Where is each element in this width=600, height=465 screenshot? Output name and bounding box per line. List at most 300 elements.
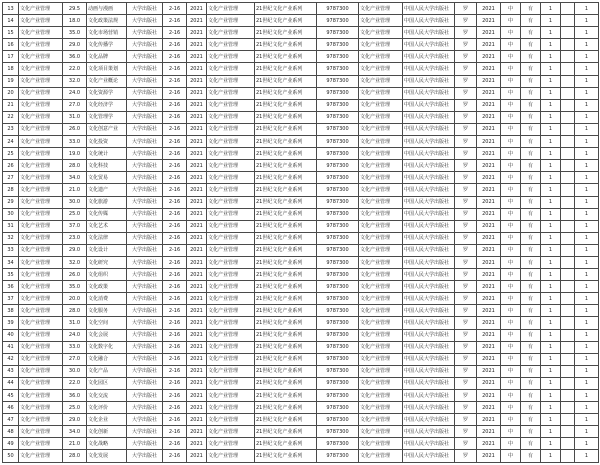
table-cell: 21世纪文化产业系列 — [255, 208, 317, 220]
table-cell: 文化产业管理 — [207, 256, 255, 268]
table-cell — [561, 75, 575, 87]
table-cell: 9787300 — [317, 51, 359, 63]
table-cell: 2021 — [477, 329, 501, 341]
table-cell: 2021 — [187, 329, 207, 341]
table-cell: 文化融合 — [87, 353, 127, 365]
table-cell: 2-16 — [163, 353, 187, 365]
table-cell: 42 — [3, 353, 19, 365]
table-cell: 文化产业管理 — [359, 111, 403, 123]
table-cell: 文化产业管理 — [19, 3, 63, 15]
table-cell: 中国人民大学出版社 — [403, 232, 455, 244]
table-cell: 2021 — [187, 184, 207, 196]
table-cell: 9787300 — [317, 3, 359, 15]
table-cell: 21世纪文化产业系列 — [255, 3, 317, 15]
table-cell: 1 — [541, 3, 561, 15]
table-cell: 21世纪文化产业系列 — [255, 123, 317, 135]
table-row — [3, 196, 599, 208]
table-cell: 大学出版社 — [127, 148, 163, 160]
table-cell: 中 — [501, 256, 521, 268]
table-cell: 45 — [3, 390, 19, 402]
table-cell: 2-16 — [163, 172, 187, 184]
table-cell: 大学出版社 — [127, 99, 163, 111]
table-cell: 1 — [575, 27, 599, 39]
table-cell: 文化贸易 — [87, 172, 127, 184]
table-cell: 中 — [501, 15, 521, 27]
table-cell: 31.0 — [63, 317, 87, 329]
table-cell: 文化产业管理 — [19, 160, 63, 172]
table-cell: 1 — [575, 172, 599, 184]
table-cell: 29.0 — [63, 414, 87, 426]
table-cell: 32.0 — [63, 75, 87, 87]
table-cell: 文化产业管理 — [207, 184, 255, 196]
table-cell: 2-16 — [163, 365, 187, 377]
table-cell: 有 — [521, 414, 541, 426]
table-cell: 大学出版社 — [127, 426, 163, 438]
table-cell: 9787300 — [317, 438, 359, 450]
table-cell: 1 — [575, 329, 599, 341]
table-cell: 1 — [575, 232, 599, 244]
table-cell — [561, 269, 575, 281]
table-cell: 罗 — [455, 39, 477, 51]
table-cell: 1 — [541, 269, 561, 281]
table-cell: 罗 — [455, 99, 477, 111]
table-cell: 罗 — [455, 63, 477, 75]
table-cell: 21世纪文化产业系列 — [255, 75, 317, 87]
table-cell: 中国人民大学出版社 — [403, 414, 455, 426]
table-cell: 2021 — [477, 426, 501, 438]
table-cell: 2021 — [477, 377, 501, 389]
table-cell: 有 — [521, 281, 541, 293]
table-cell: 2-16 — [163, 75, 187, 87]
table-cell: 25.0 — [63, 402, 87, 414]
table-cell: 罗 — [455, 87, 477, 99]
table-cell: 文化产业管理 — [19, 87, 63, 99]
table-row — [3, 293, 599, 305]
table-cell: 大学出版社 — [127, 208, 163, 220]
table-cell: 文化产业管理 — [359, 244, 403, 256]
table-cell: 1 — [575, 450, 599, 463]
table-cell: 有 — [521, 293, 541, 305]
table-row — [3, 27, 599, 39]
table-cell: 文化产业管理 — [359, 51, 403, 63]
table-cell: 文化产业管理 — [359, 3, 403, 15]
table-cell: 中国人民大学出版社 — [403, 377, 455, 389]
table-cell: 2-16 — [163, 305, 187, 317]
table-cell: 文化产业管理 — [359, 160, 403, 172]
table-row — [3, 341, 599, 353]
table-cell: 9787300 — [317, 99, 359, 111]
table-cell — [561, 256, 575, 268]
table-cell: 1 — [541, 329, 561, 341]
table-cell: 文化遗产 — [87, 184, 127, 196]
table-cell: 2021 — [477, 111, 501, 123]
table-cell: 罗 — [455, 426, 477, 438]
table-cell: 中国人民大学出版社 — [403, 208, 455, 220]
table-cell: 有 — [521, 402, 541, 414]
table-cell: 29.0 — [63, 39, 87, 51]
table-cell: 2-16 — [163, 377, 187, 389]
table-cell: 9787300 — [317, 426, 359, 438]
table-cell: 1 — [541, 196, 561, 208]
table-cell: 文化产业管理 — [19, 208, 63, 220]
table-cell: 有 — [521, 353, 541, 365]
table-cell: 中 — [501, 414, 521, 426]
table-cell: 15 — [3, 27, 19, 39]
table-cell: 文化管理学 — [87, 111, 127, 123]
table-cell: 罗 — [455, 438, 477, 450]
table-cell: 中 — [501, 160, 521, 172]
table-cell: 21世纪文化产业系列 — [255, 184, 317, 196]
table-cell: 1 — [575, 3, 599, 15]
table-cell: 30 — [3, 208, 19, 220]
table-row — [3, 208, 599, 220]
table-cell: 中 — [501, 281, 521, 293]
table-cell: 1 — [575, 426, 599, 438]
table-cell: 有 — [521, 232, 541, 244]
table-cell: 21.0 — [63, 184, 87, 196]
table-cell: 文化产业管理 — [359, 402, 403, 414]
table-cell: 文化产业管理 — [207, 196, 255, 208]
table-cell: 1 — [541, 317, 561, 329]
table-cell: 2021 — [187, 27, 207, 39]
table-row — [3, 136, 599, 148]
table-cell: 30.0 — [63, 196, 87, 208]
table-cell: 文化资源学 — [87, 87, 127, 99]
table-cell — [561, 281, 575, 293]
table-cell: 罗 — [455, 51, 477, 63]
table-cell: 中 — [501, 377, 521, 389]
table-cell: 文化产业管理 — [359, 426, 403, 438]
table-cell: 1 — [575, 244, 599, 256]
table-cell: 文化产业管理 — [359, 269, 403, 281]
table-cell: 2021 — [187, 3, 207, 15]
table-cell: 有 — [521, 123, 541, 135]
table-cell: 文化产业管理 — [19, 184, 63, 196]
table-cell: 2021 — [477, 172, 501, 184]
table-cell: 中国人民大学出版社 — [403, 184, 455, 196]
table-cell: 1 — [575, 184, 599, 196]
table-cell: 文化产业管理 — [207, 341, 255, 353]
table-cell: 罗 — [455, 281, 477, 293]
table-cell: 2021 — [187, 196, 207, 208]
table-cell: 文化产业管理 — [207, 63, 255, 75]
table-cell: 文化会展 — [87, 329, 127, 341]
table-cell: 中国人民大学出版社 — [403, 27, 455, 39]
table-cell: 有 — [521, 256, 541, 268]
table-cell: 文化产业管理 — [359, 220, 403, 232]
table-cell: 大学出版社 — [127, 39, 163, 51]
table-row — [3, 160, 599, 172]
table-cell: 2021 — [477, 256, 501, 268]
table-row — [3, 15, 599, 27]
table-cell: 文化企业 — [87, 414, 127, 426]
table-cell: 1 — [541, 39, 561, 51]
table-cell: 2021 — [187, 341, 207, 353]
table-cell: 9787300 — [317, 15, 359, 27]
table-cell: 罗 — [455, 390, 477, 402]
table-cell: 有 — [521, 329, 541, 341]
table-cell: 1 — [541, 148, 561, 160]
table-cell: 中 — [501, 244, 521, 256]
table-cell: 44 — [3, 377, 19, 389]
table-cell: 大学出版社 — [127, 184, 163, 196]
table-cell: 文化政策 — [87, 281, 127, 293]
table-cell: 文化产业管理 — [19, 317, 63, 329]
table-row — [3, 377, 599, 389]
table-row — [3, 305, 599, 317]
table-cell: 1 — [541, 172, 561, 184]
table-cell: 1 — [541, 220, 561, 232]
table-cell: 37 — [3, 293, 19, 305]
table-cell: 2-16 — [163, 196, 187, 208]
table-cell: 21世纪文化产业系列 — [255, 293, 317, 305]
table-cell: 罗 — [455, 269, 477, 281]
table-cell: 文化产业管理 — [207, 329, 255, 341]
table-cell: 30.0 — [63, 365, 87, 377]
table-cell: 中国人民大学出版社 — [403, 353, 455, 365]
table-cell: 文化产业管理 — [207, 281, 255, 293]
table-cell: 1 — [541, 390, 561, 402]
table-cell: 中国人民大学出版社 — [403, 426, 455, 438]
table-cell: 文化产业管理 — [19, 63, 63, 75]
table-cell: 文化产业管理 — [359, 208, 403, 220]
table-cell: 罗 — [455, 293, 477, 305]
table-cell: 罗 — [455, 27, 477, 39]
table-cell: 2021 — [477, 353, 501, 365]
table-cell: 文化产业管理 — [359, 63, 403, 75]
table-cell — [561, 329, 575, 341]
table-cell: 27.0 — [63, 353, 87, 365]
table-cell: 1 — [575, 136, 599, 148]
table-cell: 中国人民大学出版社 — [403, 438, 455, 450]
table-cell: 罗 — [455, 256, 477, 268]
table-cell: 2021 — [477, 402, 501, 414]
table-cell: 2-16 — [163, 341, 187, 353]
table-cell: 34.0 — [63, 426, 87, 438]
table-cell: 大学出版社 — [127, 353, 163, 365]
table-cell: 文化产业管理 — [207, 438, 255, 450]
table-cell: 9787300 — [317, 208, 359, 220]
table-cell: 文化产业管理 — [359, 172, 403, 184]
table-cell: 文化产业管理 — [19, 390, 63, 402]
table-cell: 有 — [521, 426, 541, 438]
table-cell: 9787300 — [317, 256, 359, 268]
table-cell: 1 — [575, 341, 599, 353]
table-cell: 2021 — [187, 136, 207, 148]
table-cell: 40 — [3, 329, 19, 341]
table-cell — [561, 305, 575, 317]
table-row — [3, 123, 599, 135]
table-cell: 大学出版社 — [127, 365, 163, 377]
table-cell: 2021 — [187, 39, 207, 51]
table-cell: 大学出版社 — [127, 438, 163, 450]
table-row — [3, 390, 599, 402]
table-cell: 文化产业管理 — [207, 317, 255, 329]
table-cell — [561, 136, 575, 148]
table-cell: 文化产业管理 — [19, 27, 63, 39]
table-cell — [561, 232, 575, 244]
table-cell: 1 — [575, 365, 599, 377]
table-cell: 文化产业管理 — [19, 256, 63, 268]
table-cell: 文化产业管理 — [207, 377, 255, 389]
table-cell: 文化产业管理 — [207, 27, 255, 39]
table-cell: 9787300 — [317, 402, 359, 414]
table-cell: 33 — [3, 244, 19, 256]
table-cell: 1 — [541, 232, 561, 244]
table-cell — [561, 365, 575, 377]
table-cell: 文化产业管理 — [19, 353, 63, 365]
table-cell: 2021 — [477, 87, 501, 99]
table-cell: 2021 — [477, 39, 501, 51]
table-cell: 2021 — [187, 426, 207, 438]
table-cell: 16 — [3, 39, 19, 51]
table-cell: 罗 — [455, 111, 477, 123]
table-cell: 大学出版社 — [127, 450, 163, 463]
table-cell: 中 — [501, 220, 521, 232]
table-cell: 中国人民大学出版社 — [403, 123, 455, 135]
table-cell — [561, 402, 575, 414]
table-cell: 21世纪文化产业系列 — [255, 136, 317, 148]
table-cell: 罗 — [455, 353, 477, 365]
table-cell: 32 — [3, 232, 19, 244]
table-cell: 中国人民大学出版社 — [403, 87, 455, 99]
table-cell: 2021 — [477, 269, 501, 281]
table-cell: 21世纪文化产业系列 — [255, 51, 317, 63]
table-cell: 1 — [575, 75, 599, 87]
table-cell: 21世纪文化产业系列 — [255, 353, 317, 365]
table-cell: 大学出版社 — [127, 172, 163, 184]
table-cell: 文化艺术 — [87, 220, 127, 232]
table-cell: 中 — [501, 208, 521, 220]
table-cell: 1 — [575, 160, 599, 172]
table-cell: 2-16 — [163, 281, 187, 293]
table-cell: 35.0 — [63, 27, 87, 39]
table-cell: 1 — [575, 377, 599, 389]
table-cell: 39 — [3, 317, 19, 329]
table-cell: 9787300 — [317, 27, 359, 39]
table-cell: 1 — [575, 63, 599, 75]
table-cell: 文化产业管理 — [207, 365, 255, 377]
table-cell — [561, 51, 575, 63]
table-cell: 2-16 — [163, 51, 187, 63]
table-cell: 文化产业管理 — [207, 390, 255, 402]
table-cell: 2-16 — [163, 450, 187, 463]
table-cell: 文化产业管理 — [19, 244, 63, 256]
table-row — [3, 51, 599, 63]
table-cell: 1 — [541, 51, 561, 63]
table-cell: 有 — [521, 160, 541, 172]
table-cell: 文化创新 — [87, 426, 127, 438]
table-cell: 文化组织 — [87, 269, 127, 281]
table-cell: 罗 — [455, 305, 477, 317]
table-cell: 罗 — [455, 15, 477, 27]
table-cell: 大学出版社 — [127, 3, 163, 15]
table-cell — [561, 390, 575, 402]
table-cell: 2021 — [477, 244, 501, 256]
table-cell: 文化传媒 — [87, 208, 127, 220]
table-cell: 大学出版社 — [127, 390, 163, 402]
table-cell: 2-16 — [163, 402, 187, 414]
table-cell: 2021 — [477, 99, 501, 111]
table-cell: 大学出版社 — [127, 123, 163, 135]
table-cell: 有 — [521, 317, 541, 329]
table-cell: 大学出版社 — [127, 51, 163, 63]
table-cell — [561, 208, 575, 220]
table-cell: 文化产业管理 — [359, 377, 403, 389]
table-cell: 2021 — [477, 148, 501, 160]
table-cell: 2021 — [477, 281, 501, 293]
table-cell: 21世纪文化产业系列 — [255, 269, 317, 281]
table-cell: 1 — [541, 450, 561, 463]
table-cell: 9787300 — [317, 39, 359, 51]
table-cell: 1 — [575, 281, 599, 293]
table-cell: 中国人民大学出版社 — [403, 160, 455, 172]
table-cell: 中国人民大学出版社 — [403, 39, 455, 51]
table-cell: 有 — [521, 450, 541, 463]
table-cell: 26.0 — [63, 269, 87, 281]
table-cell — [561, 184, 575, 196]
table-cell: 1 — [575, 353, 599, 365]
table-row — [3, 172, 599, 184]
table-cell: 2021 — [187, 414, 207, 426]
table-cell: 大学出版社 — [127, 232, 163, 244]
table-cell: 2-16 — [163, 15, 187, 27]
table-cell: 1 — [541, 365, 561, 377]
table-cell: 41 — [3, 341, 19, 353]
table-cell: 中 — [501, 402, 521, 414]
table-cell: 文化创意产业 — [87, 123, 127, 135]
table-cell: 24.0 — [63, 87, 87, 99]
table-cell: 文化产业管理 — [359, 256, 403, 268]
table-cell: 中 — [501, 39, 521, 51]
table-cell: 文化研究 — [87, 256, 127, 268]
table-cell: 2021 — [187, 87, 207, 99]
table-cell: 1 — [541, 160, 561, 172]
table-cell: 49 — [3, 438, 19, 450]
table-cell: 22.0 — [63, 377, 87, 389]
table-cell: 文化产业管理 — [19, 438, 63, 450]
table-cell: 文化产业概论 — [87, 75, 127, 87]
table-cell: 2021 — [477, 450, 501, 463]
table-cell: 19.0 — [63, 148, 87, 160]
table-cell: 1 — [541, 341, 561, 353]
table-row — [3, 184, 599, 196]
table-cell: 大学出版社 — [127, 414, 163, 426]
table-cell — [561, 111, 575, 123]
table-cell: 21世纪文化产业系列 — [255, 256, 317, 268]
table-cell: 罗 — [455, 377, 477, 389]
table-cell: 文化产业管理 — [19, 172, 63, 184]
table-cell: 文化产业管理 — [359, 39, 403, 51]
table-cell: 21.0 — [63, 438, 87, 450]
table-cell: 1 — [541, 15, 561, 27]
table-cell: 文化产业管理 — [359, 305, 403, 317]
table-cell: 2-16 — [163, 148, 187, 160]
table-cell: 罗 — [455, 402, 477, 414]
table-cell: 中国人民大学出版社 — [403, 305, 455, 317]
table-cell: 中 — [501, 51, 521, 63]
table-cell: 文化产业管理 — [19, 414, 63, 426]
table-cell: 文化产业管理 — [19, 15, 63, 27]
table-cell: 有 — [521, 148, 541, 160]
table-cell: 33.0 — [63, 341, 87, 353]
table-cell: 1 — [541, 63, 561, 75]
table-cell: 中 — [501, 111, 521, 123]
table-cell: 文化产业管理 — [359, 87, 403, 99]
table-cell: 9787300 — [317, 341, 359, 353]
table-cell: 1 — [541, 111, 561, 123]
table-cell: 1 — [541, 402, 561, 414]
